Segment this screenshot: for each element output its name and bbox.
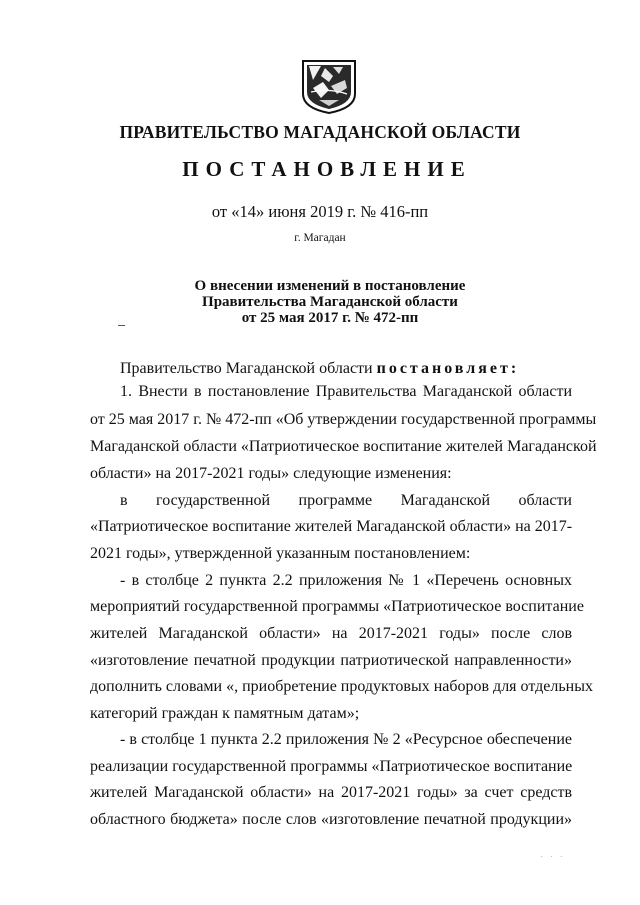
date-number-line: от «14» июня 2019 г. № 416-пп [211, 202, 429, 221]
paragraph-line: мероприятий государственной программы «Патриотическое воспитание [90, 598, 584, 615]
document-type-title: ПОСТАНОВЛЕНИЕ [182, 157, 472, 181]
body-text [90, 0, 597, 905]
subject-line: Правительства Магаданской области [202, 294, 458, 310]
paragraph-line: «изготовление печатной продукции патриотической направленности» [90, 652, 572, 669]
paragraph-line: дополнить словами «, приобретение продуктовых наборов для отдельных [90, 678, 593, 695]
subject-line: от 25 мая 2017 г. № 472-пп [241, 310, 419, 326]
paragraph-line: реализации государственной программы «Патриотическое воспитание [90, 758, 573, 775]
scan-artifact: · · · [540, 852, 565, 863]
paragraph-line: областного бюджета» после слов «изготовление печатной продукции» [90, 811, 572, 828]
paragraph-line: - в столбце 1 пункта 2.2 приложения № 2 «Ресурсное обеспечение [120, 731, 572, 748]
city-name: г. Магадан [294, 232, 346, 244]
paragraph-line: области» на 2017-2021 годы» следующие изменения: [90, 465, 452, 482]
paragraph-line: 2021 годы», утвержденной указанным постановлением: [90, 545, 471, 562]
paragraph-line: в государственной программе Магаданской области [120, 492, 572, 509]
paragraph-line: категорий граждан к памятным датам»; [90, 705, 360, 722]
subject-line: О внесении изменений в постановление [194, 278, 466, 294]
preamble-verb: постановляет: [376, 360, 520, 377]
paragraph-line: Магаданской области «Патриотическое воспитание жителей Магаданской [90, 438, 597, 455]
government-title: ПРАВИТЕЛЬСТВО МАГАДАНСКОЙ ОБЛАСТИ [119, 122, 521, 142]
paragraph-line: от 25 мая 2017 г. № 472-пп «Об утверждении государственной программы [90, 411, 597, 428]
paragraph-line: «Патриотическое воспитание жителей Магаданской области» на 2017- [90, 518, 573, 535]
paragraph-line: - в столбце 2 пункта 2.2 приложения № 1 «Перечень основных [120, 572, 572, 589]
paragraph-line: жителей Магаданской области» на 2017-2021 годы» после слов [90, 625, 572, 642]
paragraph-line: жителей Магаданской области» на 2017-2021 годы» за счет средств [90, 784, 572, 801]
paragraph-line: 1. Внести в постановление Правительства Магаданской области [120, 383, 572, 400]
preamble [120, 360, 519, 378]
preamble-text: Правительство Магаданской области [120, 360, 373, 377]
